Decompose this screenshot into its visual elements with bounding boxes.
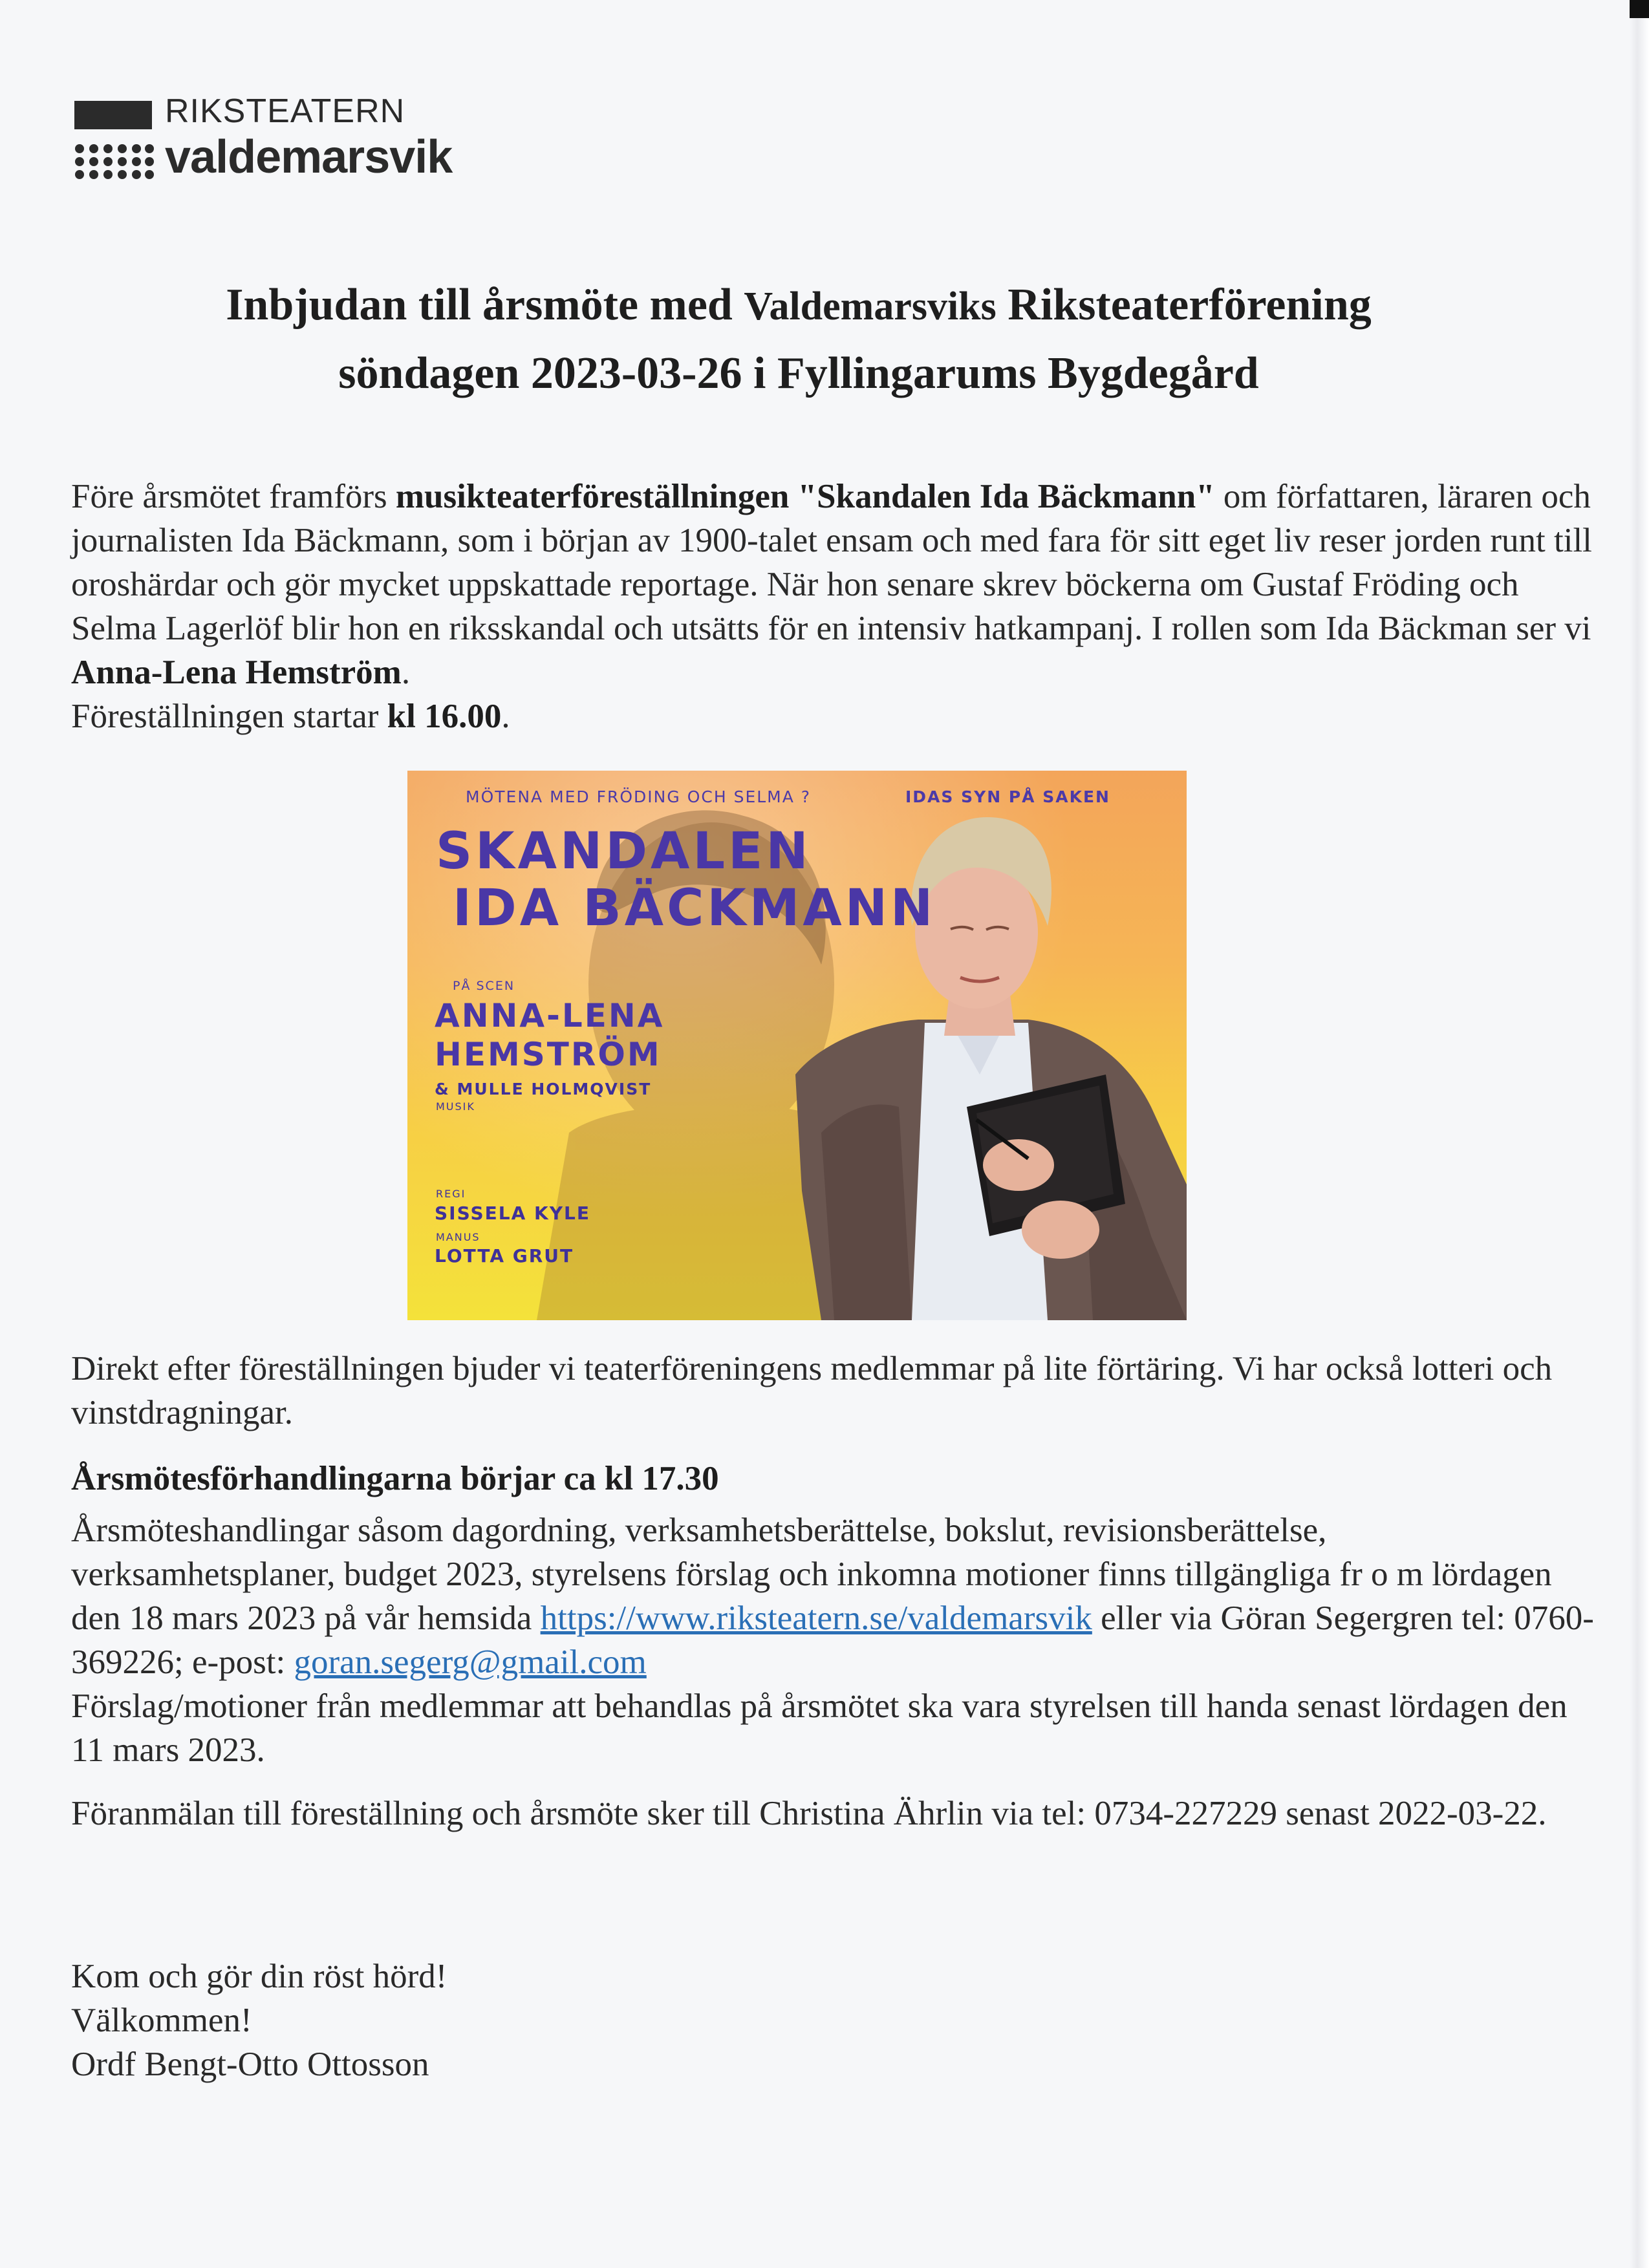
after-show-paragraph: Direkt efter föreställningen bjuder vi teaterföreningens medlemmar på lite förtäring. Vi har också lotteri och vinstdragningar. [71, 1350, 1553, 1431]
intro-text-1: Före årsmötet framförs [71, 478, 396, 515]
scan-edge [1630, 0, 1649, 2268]
poster-actor-line-2: HEMSTRÖM [435, 1036, 662, 1073]
poster-pa-scen: PÅ SCEN [453, 979, 515, 993]
title-line-1-b: Valdemarsviks [744, 284, 997, 328]
meeting-start-heading: Årsmötesförhandlingarna börjar ca kl 17.30 [71, 1460, 719, 1497]
title-line-1-c: Riksteaterförening [996, 280, 1372, 330]
documents-paragraph [71, 1508, 1597, 1772]
logo-top-text: RIKSTEATERN [165, 92, 405, 130]
poster-writer: LOTTA GRUT [435, 1245, 574, 1267]
email-link[interactable]: goran.segerg@gmail.com [294, 1643, 647, 1681]
title-line-2: söndagen 2023-03-26 i Fyllingarums Bygdegård [338, 348, 1259, 398]
logo-dots-icon [74, 142, 155, 181]
poster-director: SISSELA KYLE [435, 1203, 590, 1224]
poster-musician: & MULLE HOLMQVIST [435, 1080, 652, 1098]
title-line-1 [0, 272, 1597, 340]
documents-text-1: Årsmöteshandlingar såsom dagordning, verksamhetsberättelse, bokslut, revisionsberättelse, verksamhetsplaner, budget 2023, styrelsens förslag och inkomna motioner finns tillgängliga fr o m lördagen den 18 mars 2023 på vår hemsida [71, 1512, 1552, 1637]
intro-paragraph [71, 475, 1597, 738]
poster-manus-label: MANUS [436, 1231, 480, 1243]
intro-start-time: kl 16.00 [387, 698, 502, 735]
closing-line-1: Kom och gör din röst hörd! [71, 1958, 447, 1995]
show-poster [407, 771, 1187, 1320]
intro-text-5: . [501, 698, 510, 735]
poster-regi-label: REGI [436, 1188, 466, 1200]
documents-text-3: Förslag/motioner från medlemmar att behandlas på årsmötet ska vara styrelsen till handa senast lördagen den 11 mars 2023. [71, 1687, 1568, 1769]
logo-bottom-text: valdemarsvik [165, 131, 453, 183]
intro-actor-name: Anna-Lena Hemström [71, 654, 402, 691]
poster-title-line-1: SKANDALEN [436, 822, 812, 881]
closing-line-2: Välkommen! [71, 2002, 252, 2039]
poster-top-right: IDAS SYN PÅ SAKEN [905, 787, 1110, 806]
poster-top-left: MÖTENA MED FRÖDING OCH SELMA ? [466, 787, 812, 806]
poster-title-line-2: IDA BÄCKMANN [453, 879, 936, 937]
riksteatern-logo [74, 92, 462, 183]
intro-text-4: Föreställningen startar [71, 698, 387, 735]
intro-text-3: . [401, 654, 411, 691]
signature-line: Ordf Bengt-Otto Ottosson [71, 2046, 429, 2083]
poster-musik-label: MUSIK [436, 1100, 475, 1113]
registration-paragraph: Föranmälan till föreställning och årsmöte sker till Christina Ährlin via tel: 0734-227229 senast 2022-03-22. [71, 1795, 1547, 1832]
closing-block [71, 1954, 1597, 2086]
intro-text-2: om författaren, läraren och journalisten Ida Bäckmann, som i början av 1900-talet ensam och med fara för sitt eget liv reser jorden runt till oroshärdar och gör mycket uppskattade reportage. När hon senare skrev böckerna om Gustaf Fröding och Selma Lagerlöf blir hon en riksskandal och utsätts för en intensiv hatkampanj. I rollen som Ida Bäckman ser vi [71, 478, 1592, 647]
title-line-1-a: Inbjudan till årsmöte med [226, 280, 744, 330]
poster-actor-line-1: ANNA-LENA [435, 997, 665, 1034]
intro-show-name: musikteaterföreställningen "Skandalen Ida Bäckmann" [395, 478, 1215, 515]
scan-corner [1630, 0, 1649, 18]
website-link[interactable]: https://www.riksteatern.se/valdemarsvik [540, 1599, 1092, 1637]
logo-bar [74, 101, 152, 129]
page-title [0, 272, 1597, 407]
documents-text-2: eller via Göran Segergren tel: 0760-369226; e-post: [71, 1599, 1594, 1681]
